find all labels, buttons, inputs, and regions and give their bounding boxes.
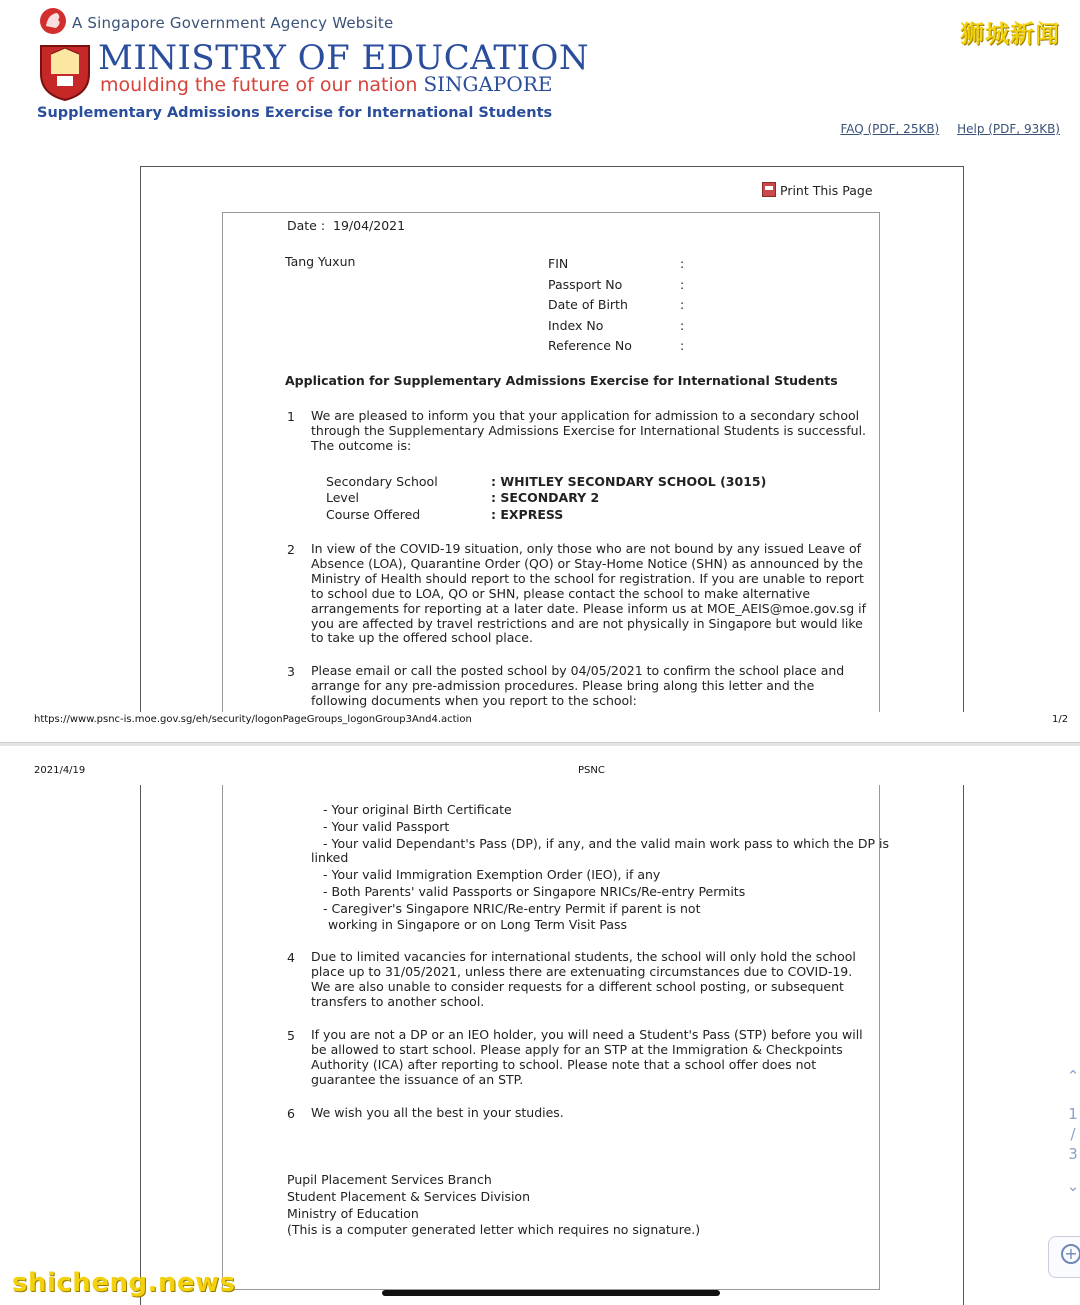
date-value: 19/04/2021 bbox=[333, 218, 406, 233]
field-passport-label: Passport No bbox=[548, 277, 623, 292]
outcome-level-label: Level bbox=[326, 490, 359, 505]
document-item: - Your original Birth Certificate bbox=[323, 802, 512, 817]
exercise-title: Supplementary Admissions Exercise for International Students bbox=[37, 105, 553, 121]
page-navigator bbox=[1064, 1066, 1080, 1196]
field-fin-label: FIN bbox=[548, 256, 569, 271]
print-header-date: 2021/4/19 bbox=[34, 765, 86, 776]
page-total: 3 bbox=[1068, 1145, 1078, 1163]
para-number: 4 bbox=[287, 950, 295, 965]
lion-head-logo-icon bbox=[38, 6, 68, 36]
para-number: 1 bbox=[287, 409, 295, 424]
chevron-down-icon[interactable]: ⌄ bbox=[1066, 1177, 1080, 1195]
agency-banner: A Singapore Government Agency Website bbox=[72, 14, 394, 32]
print-header-title: PSNC bbox=[578, 765, 605, 776]
ministry-country: SINGAPORE bbox=[423, 72, 553, 96]
page-break bbox=[0, 742, 1080, 746]
watermark-bottom: shicheng.news bbox=[12, 1268, 236, 1298]
para-3: Please email or call the posted school by 04/05/2021 to confirm the school place and arrange for any pre-admission procedures. Please bring along this letter and the following documents when you report to the school: bbox=[311, 664, 845, 708]
field-index-sep: : bbox=[680, 318, 685, 333]
printer-icon bbox=[762, 182, 776, 197]
signoff-division: Student Placement & Services Division bbox=[287, 1189, 531, 1204]
field-index-label: Index No bbox=[548, 318, 604, 333]
date-label: Date : bbox=[287, 218, 326, 233]
document-item: - Your valid Passport bbox=[323, 819, 450, 834]
para-5: If you are not a DP or an IEO holder, you will need a Student's Pass (STP) before you will be allowed to start school. Please apply for an STP at the Immigration & Checkpoints Authority (ICA) after reporting to school. Please note that a school offer does not guarantee the issuance of an STP. bbox=[311, 1027, 863, 1087]
field-dob-label: Date of Birth bbox=[548, 297, 628, 312]
field-dob-sep: : bbox=[680, 297, 685, 312]
field-reference-label: Reference No bbox=[548, 338, 632, 353]
document-item: - Caregiver's Singapore NRIC/Re-entry Permit if parent is not bbox=[323, 901, 701, 916]
signoff-ministry: Ministry of Education bbox=[287, 1206, 419, 1221]
faq-link[interactable]: FAQ (PDF, 25KB) bbox=[840, 122, 940, 136]
print-label: Print This Page bbox=[780, 183, 873, 198]
outcome-course-label: Course Offered bbox=[326, 507, 421, 522]
add-button[interactable] bbox=[1048, 1236, 1080, 1278]
help-links bbox=[826, 122, 1060, 136]
para-1: We are pleased to inform you that your application for admission to a secondary school through the Supplementary Admissions Exercise for International Students is successful. The outcome is: bbox=[311, 408, 867, 453]
para-number: 2 bbox=[287, 542, 295, 557]
print-page-button[interactable] bbox=[762, 182, 873, 198]
outcome-school-value: : WHITLEY SECONDARY SCHOOL (3015) bbox=[491, 474, 767, 489]
plus-icon: + bbox=[1061, 1244, 1080, 1264]
home-indicator[interactable] bbox=[382, 1290, 720, 1296]
para-6: We wish you all the best in your studies. bbox=[311, 1105, 564, 1120]
para-2: In view of the COVID-19 situation, only those who are not bound by any issued Leave of Absence (LOA), Quarantine Order (QO) or Stay-Home Notice (SHN) as announced by the Ministry of Health should report to the school for registration. If you are unable to report to school due to LOA, QO or SHN, please contact the school to make alternative arrangements for reporting at a later date. Please inform us at MOE_AEIS@moe.gov.sg if you are affected by travel restrictions and are not physically in Singapore but would like to take up the offered school place. bbox=[311, 541, 866, 646]
field-fin-sep: : bbox=[680, 256, 685, 271]
signoff-branch: Pupil Placement Services Branch bbox=[287, 1172, 492, 1187]
watermark-top: 狮城新闻 bbox=[960, 20, 1060, 48]
document-item: working in Singapore or on Long Term Visit Pass bbox=[328, 917, 628, 932]
field-reference-sep: : bbox=[680, 338, 685, 353]
print-footer-page: 1/2 bbox=[1052, 714, 1069, 725]
para-number: 3 bbox=[287, 664, 295, 679]
signoff-note: (This is a computer generated letter which requires no signature.) bbox=[287, 1222, 701, 1237]
ministry-title: MINISTRY OF EDUCATION bbox=[98, 38, 590, 78]
para-4: Due to limited vacancies for international students, the school will only hold the school place up to 31/05/2021, unless there are extenuating circumstances due to COVID-19. We are also unable to consider requests for a different school posting, or subsequent transfers to another school. bbox=[311, 949, 856, 1009]
outcome-school-label: Secondary School bbox=[326, 474, 438, 489]
ministry-tagline: moulding the future of our nation bbox=[100, 74, 418, 96]
para-number: 6 bbox=[287, 1106, 295, 1121]
outcome-level-value: : SECONDARY 2 bbox=[491, 490, 600, 505]
document-item: - Your valid Immigration Exemption Order (IEO), if any bbox=[323, 867, 661, 882]
ministry-subtitle bbox=[100, 72, 553, 96]
recipient-name: Tang Yuxun bbox=[285, 254, 356, 269]
print-footer-url: https://www.psnc-is.moe.gov.sg/eh/security/logonPageGroups_logonGroup3And4.action bbox=[34, 714, 472, 725]
letter-subject: Application for Supplementary Admissions Exercise for International Students bbox=[285, 373, 838, 388]
letter-date bbox=[287, 218, 405, 233]
page-separator: / bbox=[1070, 1125, 1076, 1143]
chevron-up-icon[interactable]: ⌃ bbox=[1066, 1067, 1080, 1085]
document-item: - Your valid Dependant's Pass (DP), if any, and the valid main work pass to which the DP is bbox=[323, 836, 889, 851]
document-item: linked bbox=[311, 850, 349, 865]
page-current: 1 bbox=[1068, 1105, 1078, 1123]
document-item: - Both Parents' valid Passports or Singapore NRICs/Re-entry Permits bbox=[323, 884, 746, 899]
help-link[interactable]: Help (PDF, 93KB) bbox=[957, 122, 1060, 136]
para-number: 5 bbox=[287, 1028, 295, 1043]
moe-crest-icon bbox=[37, 40, 93, 102]
field-passport-sep: : bbox=[680, 277, 685, 292]
outcome-course-value: : EXPRESS bbox=[491, 507, 564, 522]
